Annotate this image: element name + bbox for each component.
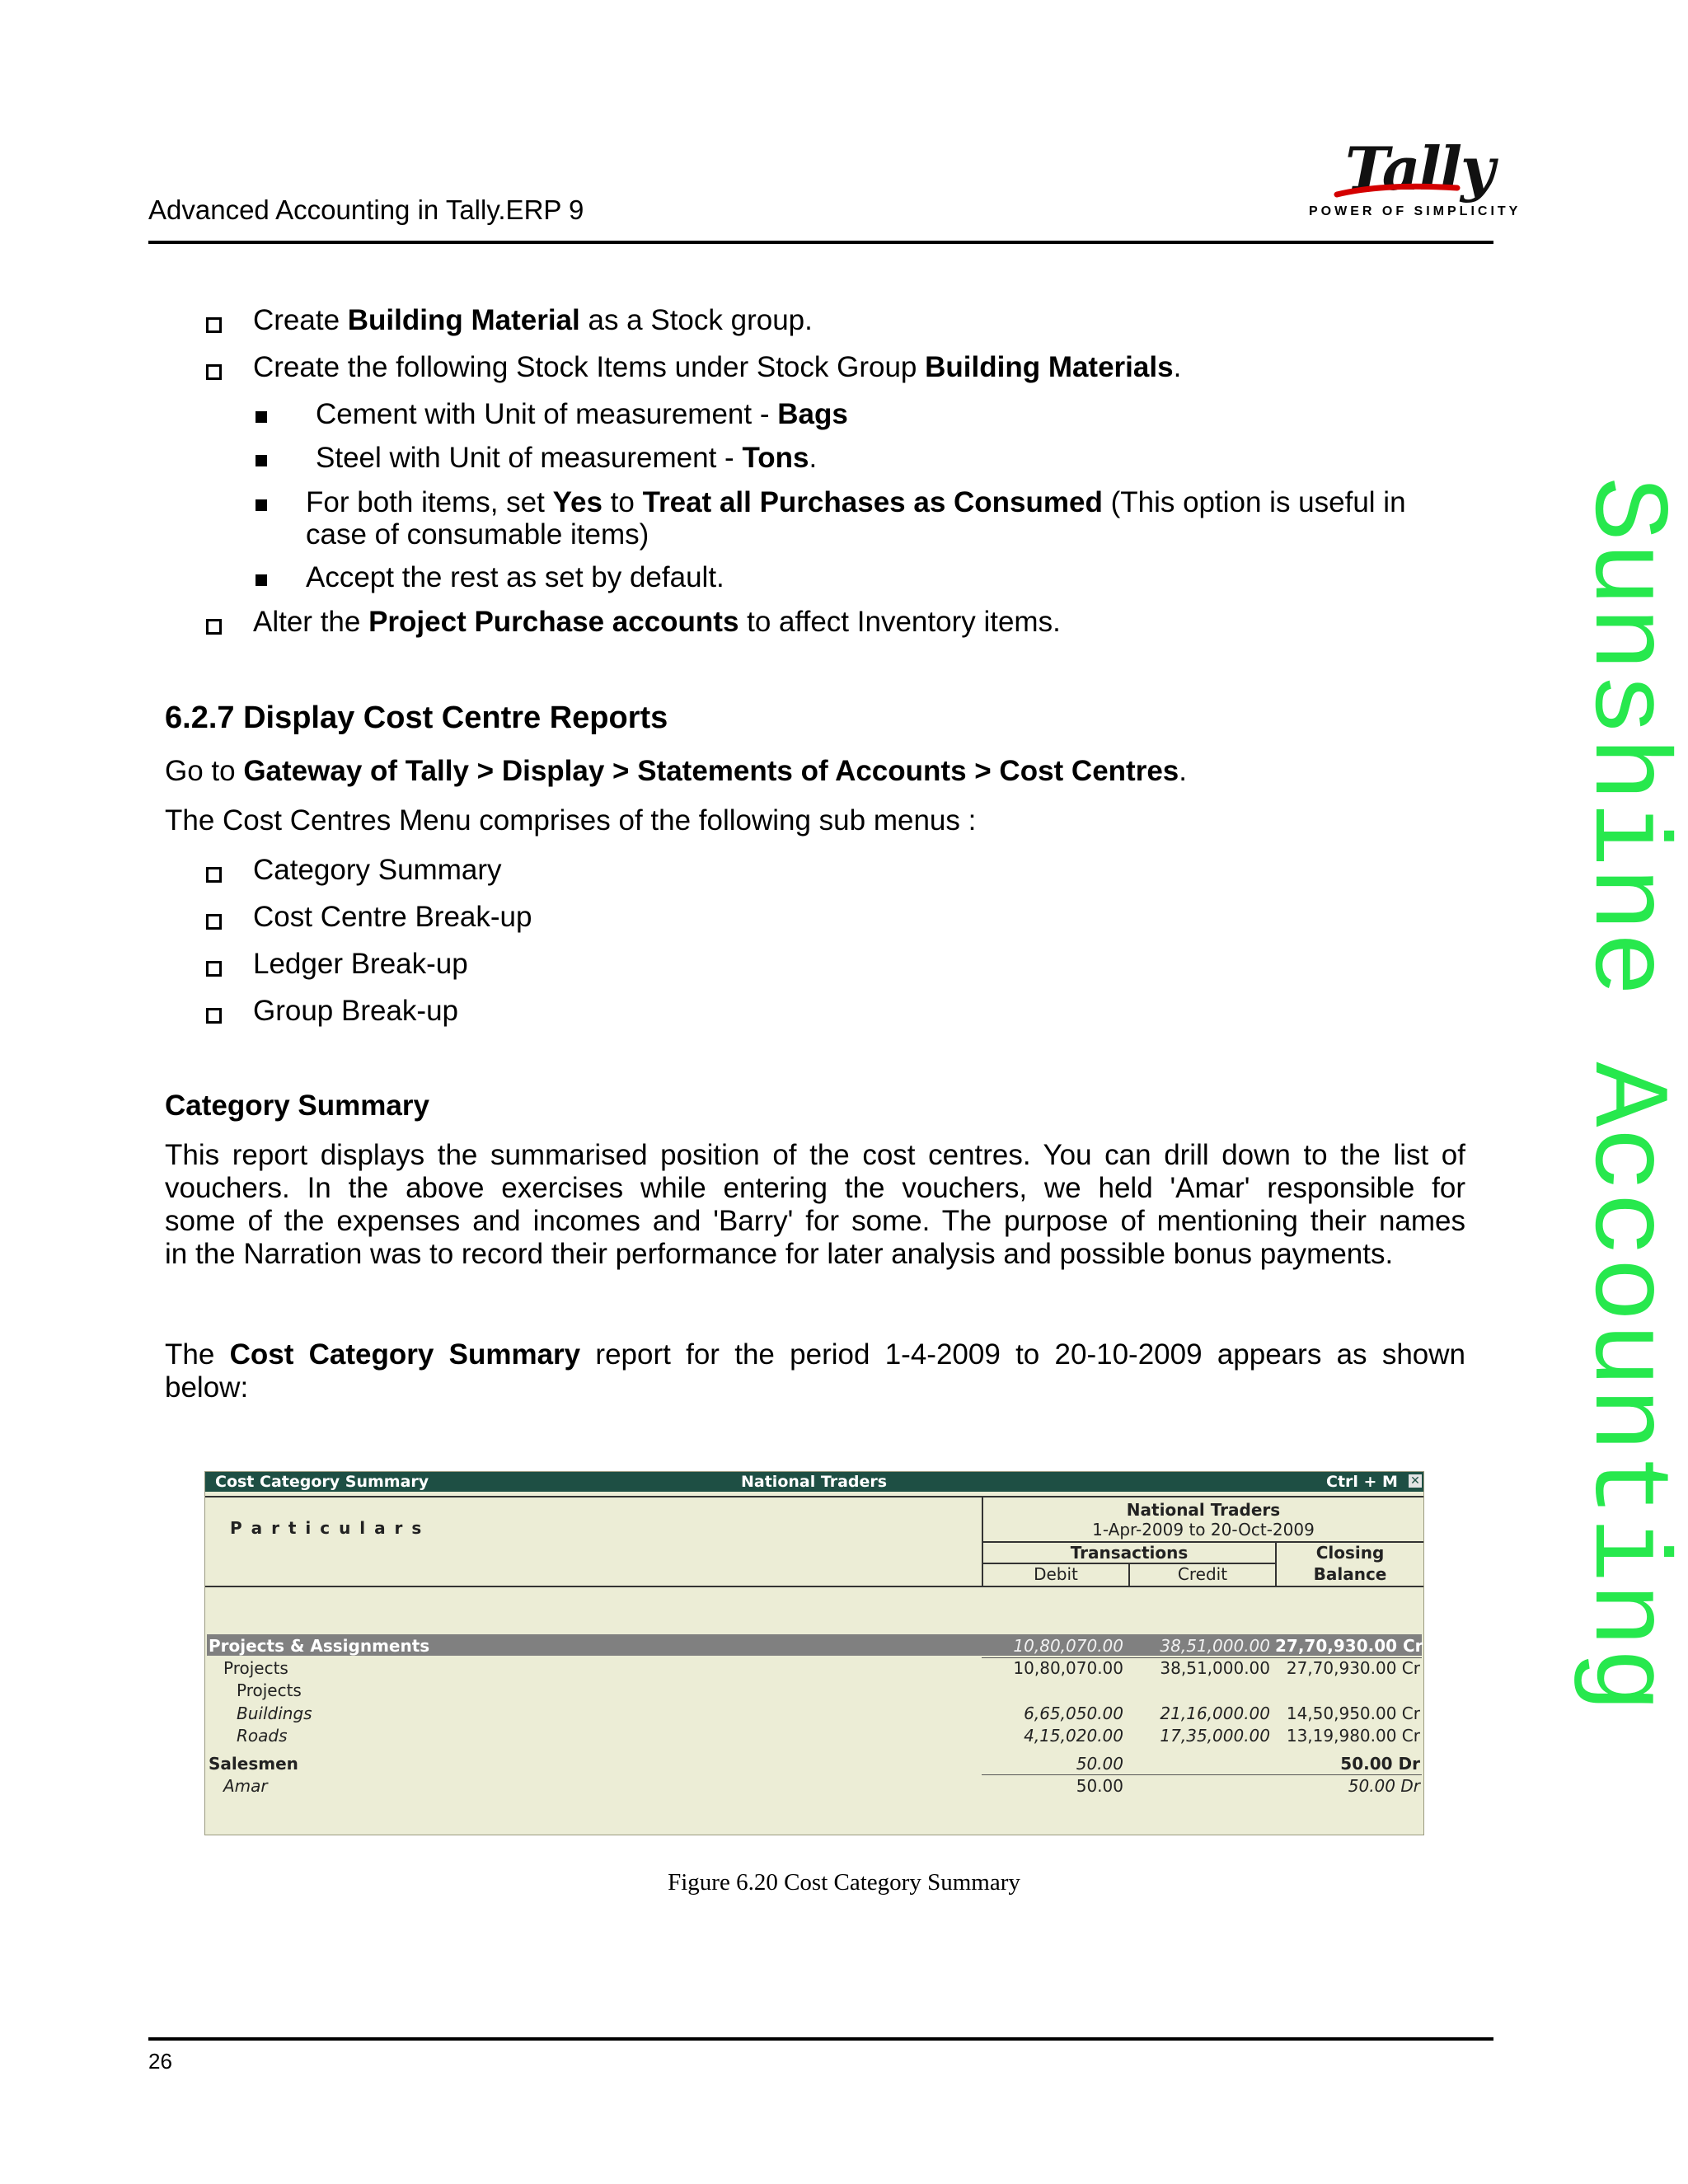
table-row-name[interactable]: Projects — [223, 1658, 288, 1678]
period-label: 1-Apr-2009 to 20-Oct-2009 — [1092, 1520, 1315, 1540]
table-cell-debit: 4,15,020.00 — [1024, 1726, 1123, 1746]
table-cell-credit: 38,51,000.00 — [1160, 1658, 1270, 1678]
menu-item: Group Break-up — [253, 995, 459, 1027]
table-cell-debit: 50.00 — [1076, 1754, 1123, 1774]
bullet-open-icon — [206, 364, 222, 380]
table-cell-closing: 27,70,930.00 Cr — [1275, 1636, 1423, 1656]
table-row-name[interactable]: Roads — [237, 1726, 288, 1746]
subsection-heading: Category Summary — [165, 1090, 429, 1122]
logo-wordmark: Tally — [1345, 134, 1493, 204]
table-row-name[interactable]: Projects & Assignments — [209, 1636, 430, 1656]
menu-intro: The Cost Centres Menu comprises of the following sub menus : — [165, 804, 977, 837]
closing-header: Closing — [1315, 1543, 1385, 1563]
table-cell-closing: 50.00 Dr — [1340, 1754, 1420, 1774]
report-title: Cost Category Summary — [215, 1473, 429, 1491]
bullet-item: Create the following Stock Items under Stock Group Building Materials. — [253, 351, 1182, 383]
navigation-path: Go to Gateway of Tally > Display > Statements of Accounts > Cost Centres. — [165, 755, 1187, 787]
table-cell-debit: 10,80,070.00 — [1013, 1636, 1123, 1656]
report-title-bar — [205, 1472, 1423, 1492]
table-row-name[interactable]: Amar — [223, 1776, 268, 1796]
logo-tagline: POWER OF SIMPLICITY — [1309, 204, 1522, 218]
table-cell-credit: 21,16,000.00 — [1160, 1704, 1270, 1723]
balance-header: Balance — [1313, 1564, 1387, 1584]
table-row-name[interactable]: Salesmen — [209, 1754, 298, 1774]
bullet-item: Create Building Material as a Stock group. — [253, 304, 813, 336]
sub-bullet-item: Cement with Unit of measurement - Bags — [316, 398, 848, 430]
bullet-open-icon — [206, 619, 222, 635]
bullet-item: Alter the Project Purchase accounts to affect Inventory items. — [253, 606, 1061, 638]
sub-bullet-continuation: case of consumable items) — [306, 518, 649, 551]
running-header-title: Advanced Accounting in Tally.ERP 9 — [148, 194, 584, 225]
page-number: 26 — [148, 2049, 172, 2074]
table-row-name[interactable]: Buildings — [237, 1704, 312, 1723]
bullet-open-icon — [206, 1008, 222, 1024]
company-name: National Traders — [1126, 1500, 1281, 1520]
menu-item: Cost Centre Break-up — [253, 901, 532, 933]
transactions-header: Transactions — [1070, 1543, 1189, 1563]
watermark-text: Sunshine Accounting — [1564, 476, 1685, 1699]
bullet-open-icon — [206, 867, 222, 883]
table-cell-closing: 14,50,950.00 Cr — [1286, 1704, 1420, 1723]
sub-bullet-item: Accept the rest as set by default. — [306, 561, 724, 593]
section-heading: 6.2.7 Display Cost Centre Reports — [165, 701, 668, 735]
table-cell-closing: 13,19,980.00 Cr — [1286, 1726, 1420, 1746]
cost-category-summary-screenshot — [204, 1471, 1424, 1835]
figure-caption: Figure 6.20 Cost Category Summary — [668, 1869, 1020, 1896]
company-title: National Traders — [741, 1473, 888, 1491]
table-cell-debit: 6,65,050.00 — [1024, 1704, 1123, 1723]
table-row-name[interactable]: Projects — [237, 1680, 302, 1700]
close-icon[interactable]: ✕ — [1409, 1474, 1422, 1488]
shortcut-label: Ctrl + M — [1326, 1473, 1398, 1491]
menu-item: Category Summary — [253, 854, 502, 886]
bullet-open-icon — [206, 961, 222, 977]
table-cell-debit: 50.00 — [1076, 1776, 1123, 1796]
table-cell-debit: 10,80,070.00 — [1013, 1658, 1123, 1678]
table-cell-closing: 27,70,930.00 Cr — [1286, 1658, 1420, 1678]
bullet-filled-icon — [256, 499, 267, 511]
bullet-filled-icon — [256, 574, 267, 586]
description-paragraph: This report displays the summarised position of the cost centres. You can drill down to the list of vouchers. In the above exercises while entering the vouchers, we held 'Amar' responsible for some of the expenses and incomes and 'Barry' for some. The purpose of mentioning their names in the Narration was to record their performance for later analysis and possible bonus payments. — [165, 1139, 1465, 1270]
logo-swoosh-icon — [1335, 181, 1459, 199]
header-rule — [148, 241, 1493, 244]
table-cell-credit: 17,35,000.00 — [1160, 1726, 1270, 1746]
bullet-open-icon — [206, 914, 222, 930]
bullet-filled-icon — [256, 411, 267, 423]
footer-rule — [148, 2037, 1493, 2041]
table-cell-credit: 38,51,000.00 — [1160, 1636, 1270, 1656]
table-cell-closing: 50.00 Dr — [1348, 1776, 1420, 1796]
particulars-header: P a r t i c u l a r s — [230, 1518, 424, 1538]
bullet-filled-icon — [256, 455, 267, 466]
bullet-open-icon — [206, 317, 222, 333]
sub-bullet-item: For both items, set Yes to Treat all Purchases as Consumed (This option is useful in — [306, 486, 1406, 518]
sub-bullet-item: Steel with Unit of measurement - Tons. — [316, 442, 818, 474]
menu-item: Ledger Break-up — [253, 948, 468, 980]
debit-header: Debit — [1034, 1564, 1078, 1584]
report-intro-paragraph: The Cost Category Summary report for the period 1-4-2009 to 20-10-2009 appears as shown below: — [165, 1338, 1465, 1404]
tally-logo — [1302, 134, 1522, 224]
credit-header: Credit — [1177, 1564, 1228, 1584]
side-watermark — [1564, 476, 1685, 1729]
